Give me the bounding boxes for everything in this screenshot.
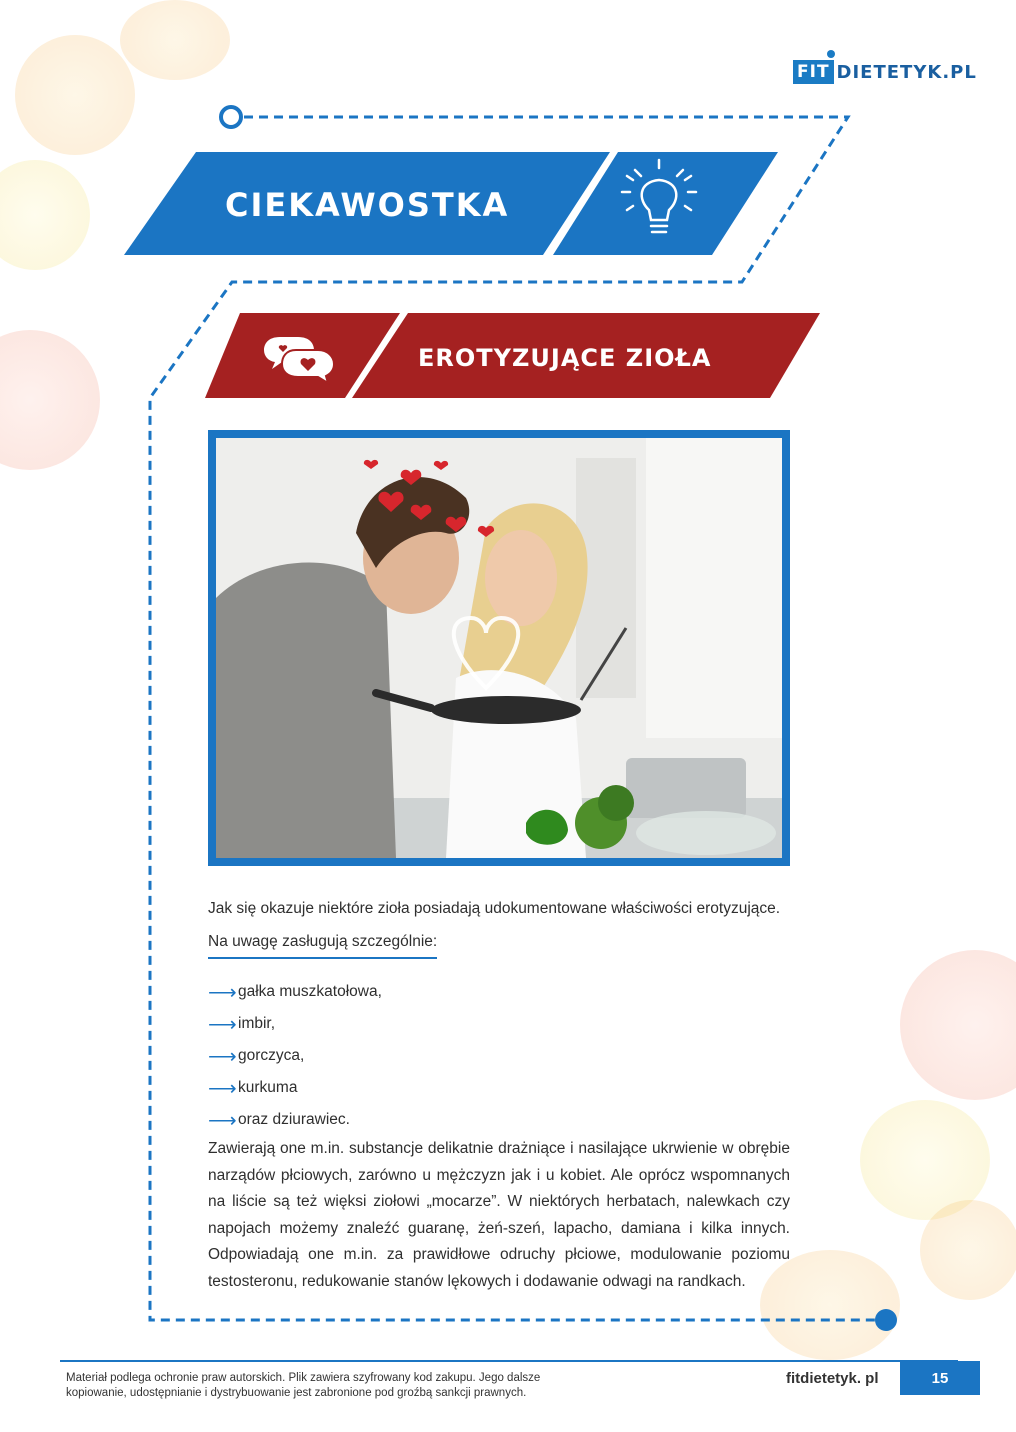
photo-frame — [208, 430, 790, 866]
list-item — [208, 1072, 382, 1104]
arrow-right-icon: ⟶ — [208, 1045, 237, 1068]
copyright-note: Materiał podlega ochronie praw autorskich. Plik zawiera szyfrowany kod zakupu. Jego dalsze kopiowanie, udostępnianie i dystrybuowanie jest zabronione pod groźbą sankcji prawnych. — [66, 1372, 541, 1399]
page-number: 15 — [900, 1361, 980, 1395]
logo-text: DIETETYK.PL — [836, 61, 977, 83]
list-item-label: oraz dziurawiec. — [238, 1111, 350, 1128]
arrow-right-icon: ⟶ — [208, 981, 237, 1004]
couple-cooking-photo — [216, 438, 782, 858]
path-start-circle — [221, 107, 241, 127]
page-title: CIEKAWOSTKA — [225, 186, 510, 224]
arrow-right-icon: ⟶ — [208, 1013, 237, 1036]
herbs-list — [208, 976, 382, 1136]
list-item-label: gałka muszkatołowa, — [238, 983, 382, 1000]
footer-site-link[interactable]: fitdietetyk. pl — [786, 1370, 879, 1387]
path-end-dot — [875, 1309, 897, 1331]
list-item — [208, 1040, 382, 1072]
logo-fit: FIT — [793, 60, 834, 84]
list-item — [208, 976, 382, 1008]
arrow-right-icon: ⟶ — [208, 1077, 237, 1100]
arrow-right-icon: ⟶ — [208, 1109, 237, 1132]
list-item-label: kurkuma — [238, 1079, 298, 1096]
photo-illustration — [216, 438, 782, 858]
list-item-label: imbir, — [238, 1015, 276, 1032]
list-item — [208, 1008, 382, 1040]
list-item — [208, 1104, 382, 1136]
body-paragraph: Zawierają one m.in. substancje delikatnie drażniące i nasilające ukrwienie w obrębie narządów płciowych, zarówno u mężczyzn jak i u kobiet. Ale oprócz wspomnanych na liście są też więksi ziołowi „mocarze”. W niektórych herbatach, nalewkach czy napojach możemy znaleźć guaranę, żeń-szeń, lapacho, damiana i kilka innych. Odpowiadają one m.in. za prawidłowe odruchy płciowe, modulowanie poziomu testosteronu, redukowanie stanów lękowych i dodawanie odwagi na randkach. — [208, 1140, 790, 1290]
footer-divider — [60, 1360, 958, 1362]
intro-text: Jak się okazuje niektóre zioła posiadają udokumentowane właściwości erotyzujące. — [208, 900, 781, 917]
section-subtitle: EROTYZUJĄCE ZIOŁA — [418, 344, 712, 372]
list-item-label: gorczyca, — [238, 1047, 305, 1064]
lead-text: Na uwagę zasługują szczególnie: — [208, 929, 437, 959]
